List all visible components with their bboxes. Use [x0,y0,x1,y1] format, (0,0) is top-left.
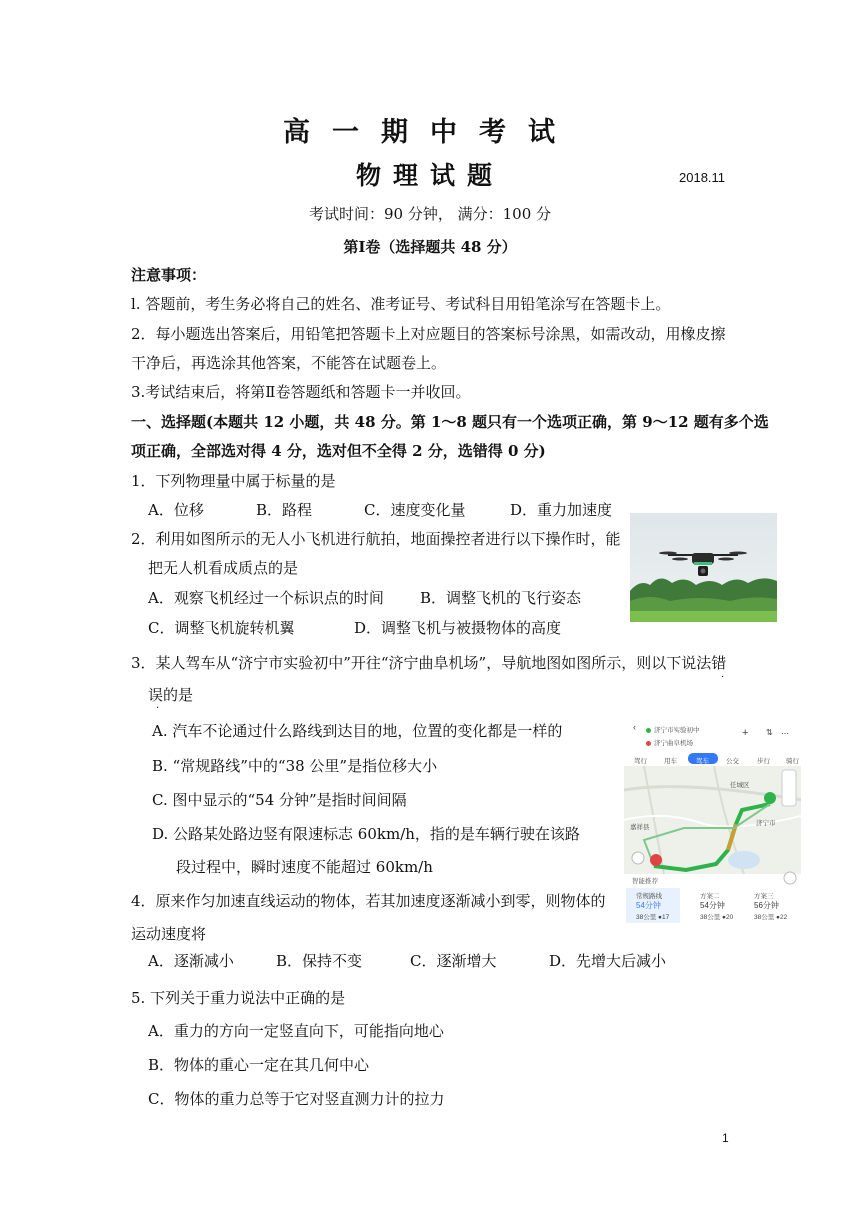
q5-option-c: C．物体的重力总等于它对竖直测力计的拉力 [148,1090,445,1108]
map-place-1: 任城区 [730,782,750,789]
add-icon: + [742,727,749,739]
notes-heading: 注意事项： [131,266,207,284]
q2-option-d: D．调整飞机与被摄物体的高度 [354,619,562,637]
smart-recommend-label: 智能推荐 [632,878,658,885]
map-place-3: 嘉祥县 [630,824,650,831]
q1-option-c: C．速度变化量 [364,501,466,519]
q5-option-a: A．重力的方向一定竖直向下，可能指向地心 [148,1022,444,1040]
q1-option-d: D．重力加速度 [510,501,613,519]
note-item-1: l. 答题前，考生务必将自己的姓名、准考证号、考试科目用铅笔涂写在答题卡上。 [131,295,671,313]
part1-instructions: 一、选择题(本题共 12 小题，共 48 分。第 1～8 题只有一个选项正确，第 9～12 题有多个选 [131,413,769,431]
route-label-3: 方案三 [754,893,774,900]
mode-tab-1: 驾行 [634,758,647,765]
drone-photo [630,513,777,622]
q1-stem: 1．下列物理量中属于标量的是 [131,472,336,490]
q3-option-d: D. 公路某处路边竖有限速标志 60km/h，指的是车辆行驶在该路 [152,825,580,843]
destination-text: 济宁曲阜机场 [654,740,693,747]
q4-option-d: D．先增大后减小 [549,952,667,970]
navigation-map [624,720,801,925]
q2-option-c: C．调整飞机旋转机翼 [148,619,295,637]
q3-option-a: A. 汽车不论通过什么路线到达目的地，位置的变化都是一样的 [152,722,563,740]
route-detail-1: 38公里 ●17 [636,914,670,921]
q4-stem-cont: 运动速度将 [131,925,207,943]
note-item-2-cont: 干净后，再选涂其他答案，不能答在试题卷上。 [131,354,447,372]
route-time-3: 56分钟 [754,901,779,910]
q4-option-c: C．逐渐增大 [410,952,497,970]
route-detail-3: 38公里 ●22 [754,914,788,921]
emphasis-dot: · [721,672,725,683]
swap-icon: ⇅ [766,728,773,737]
emphasis-dot: · [156,703,160,714]
q3-stem: 3．某人驾车从“济宁市实验初中”开往“济宁曲阜机场”，导航地图如图所示，则以下说法错 [131,654,727,672]
exam-date: 2018.11 [679,170,726,185]
route-detail-2: 38公里 ●20 [700,914,734,921]
route-label-1: 常规路线 [636,893,662,900]
q4-option-b: B．保持不变 [276,952,363,970]
q5-stem: 5. 下列关于重力说法中正确的是 [131,989,346,1007]
route-time-2: 54分钟 [700,901,725,910]
mode-tab-4: 公交 [726,758,739,765]
mode-tab-5: 步行 [757,758,770,765]
q3-stem-cont: 误的是 [148,686,194,704]
more-icon: ⋯ [781,729,789,738]
mode-tab-6: 骑行 [786,758,799,765]
exam-title: 高一期中考试 [283,117,577,148]
q4-option-a: A．逐渐减小 [148,952,234,970]
route-time-1: 54分钟 [636,901,661,910]
q2-stem: 2．利用如图所示的无人小飞机进行航拍，地面操控者进行以下操作时，能 [131,530,621,548]
q3-option-d-cont: 段过程中，瞬时速度不能超过 60km/h [176,858,433,876]
page-number: 1 [722,1131,729,1145]
origin-label [646,725,700,734]
q1-option-b: B．路程 [256,501,313,519]
q1-option-a: A．位移 [148,501,204,519]
mode-tab-3: 驾车 [696,758,709,765]
subject-title: 物理试题 [355,161,504,190]
mode-tab-2: 用车 [664,758,677,765]
q4-stem: 4．原来作匀加速直线运动的物体，若其加速度逐渐减小到零，则物体的 [131,892,606,910]
origin-text: 济宁市实验初中 [654,727,700,734]
destination-label [646,738,693,747]
q2-option-b: B．调整飞机的飞行姿态 [420,589,582,607]
note-item-2: 2．每小题选出答案后，用铅笔把答题卡上对应题目的答案标号涂黑，如需改动，用橡皮擦 [131,325,726,343]
q3-option-c: C. 图中显示的“54 分钟”是指时间间隔 [152,791,407,809]
section-title: 第Ⅰ卷（选择题共 48 分） [343,238,517,256]
exam-info: 考试时间：90 分钟， 满分：100 分 [308,205,552,223]
map-place-2: 济宁市 [756,820,776,827]
note-item-3: 3.考试结束后，将第Ⅱ卷答题纸和答题卡一并收回。 [131,383,471,401]
q3-option-b: B. “常规路线”中的“38 公里”是指位移大小 [152,757,438,775]
part1-instructions-cont: 项正确，全部选对得 4 分，选对但不全得 2 分，选错得 0 分) [131,442,546,460]
q2-option-a: A．观察飞机经过一个标识点的时间 [148,589,384,607]
q5-option-b: B．物体的重心一定在其几何中心 [148,1056,370,1074]
route-label-2: 方案二 [700,893,720,900]
q2-stem-cont: 把无人机看成质点的是 [148,559,299,577]
back-icon: ‹ [633,722,636,732]
